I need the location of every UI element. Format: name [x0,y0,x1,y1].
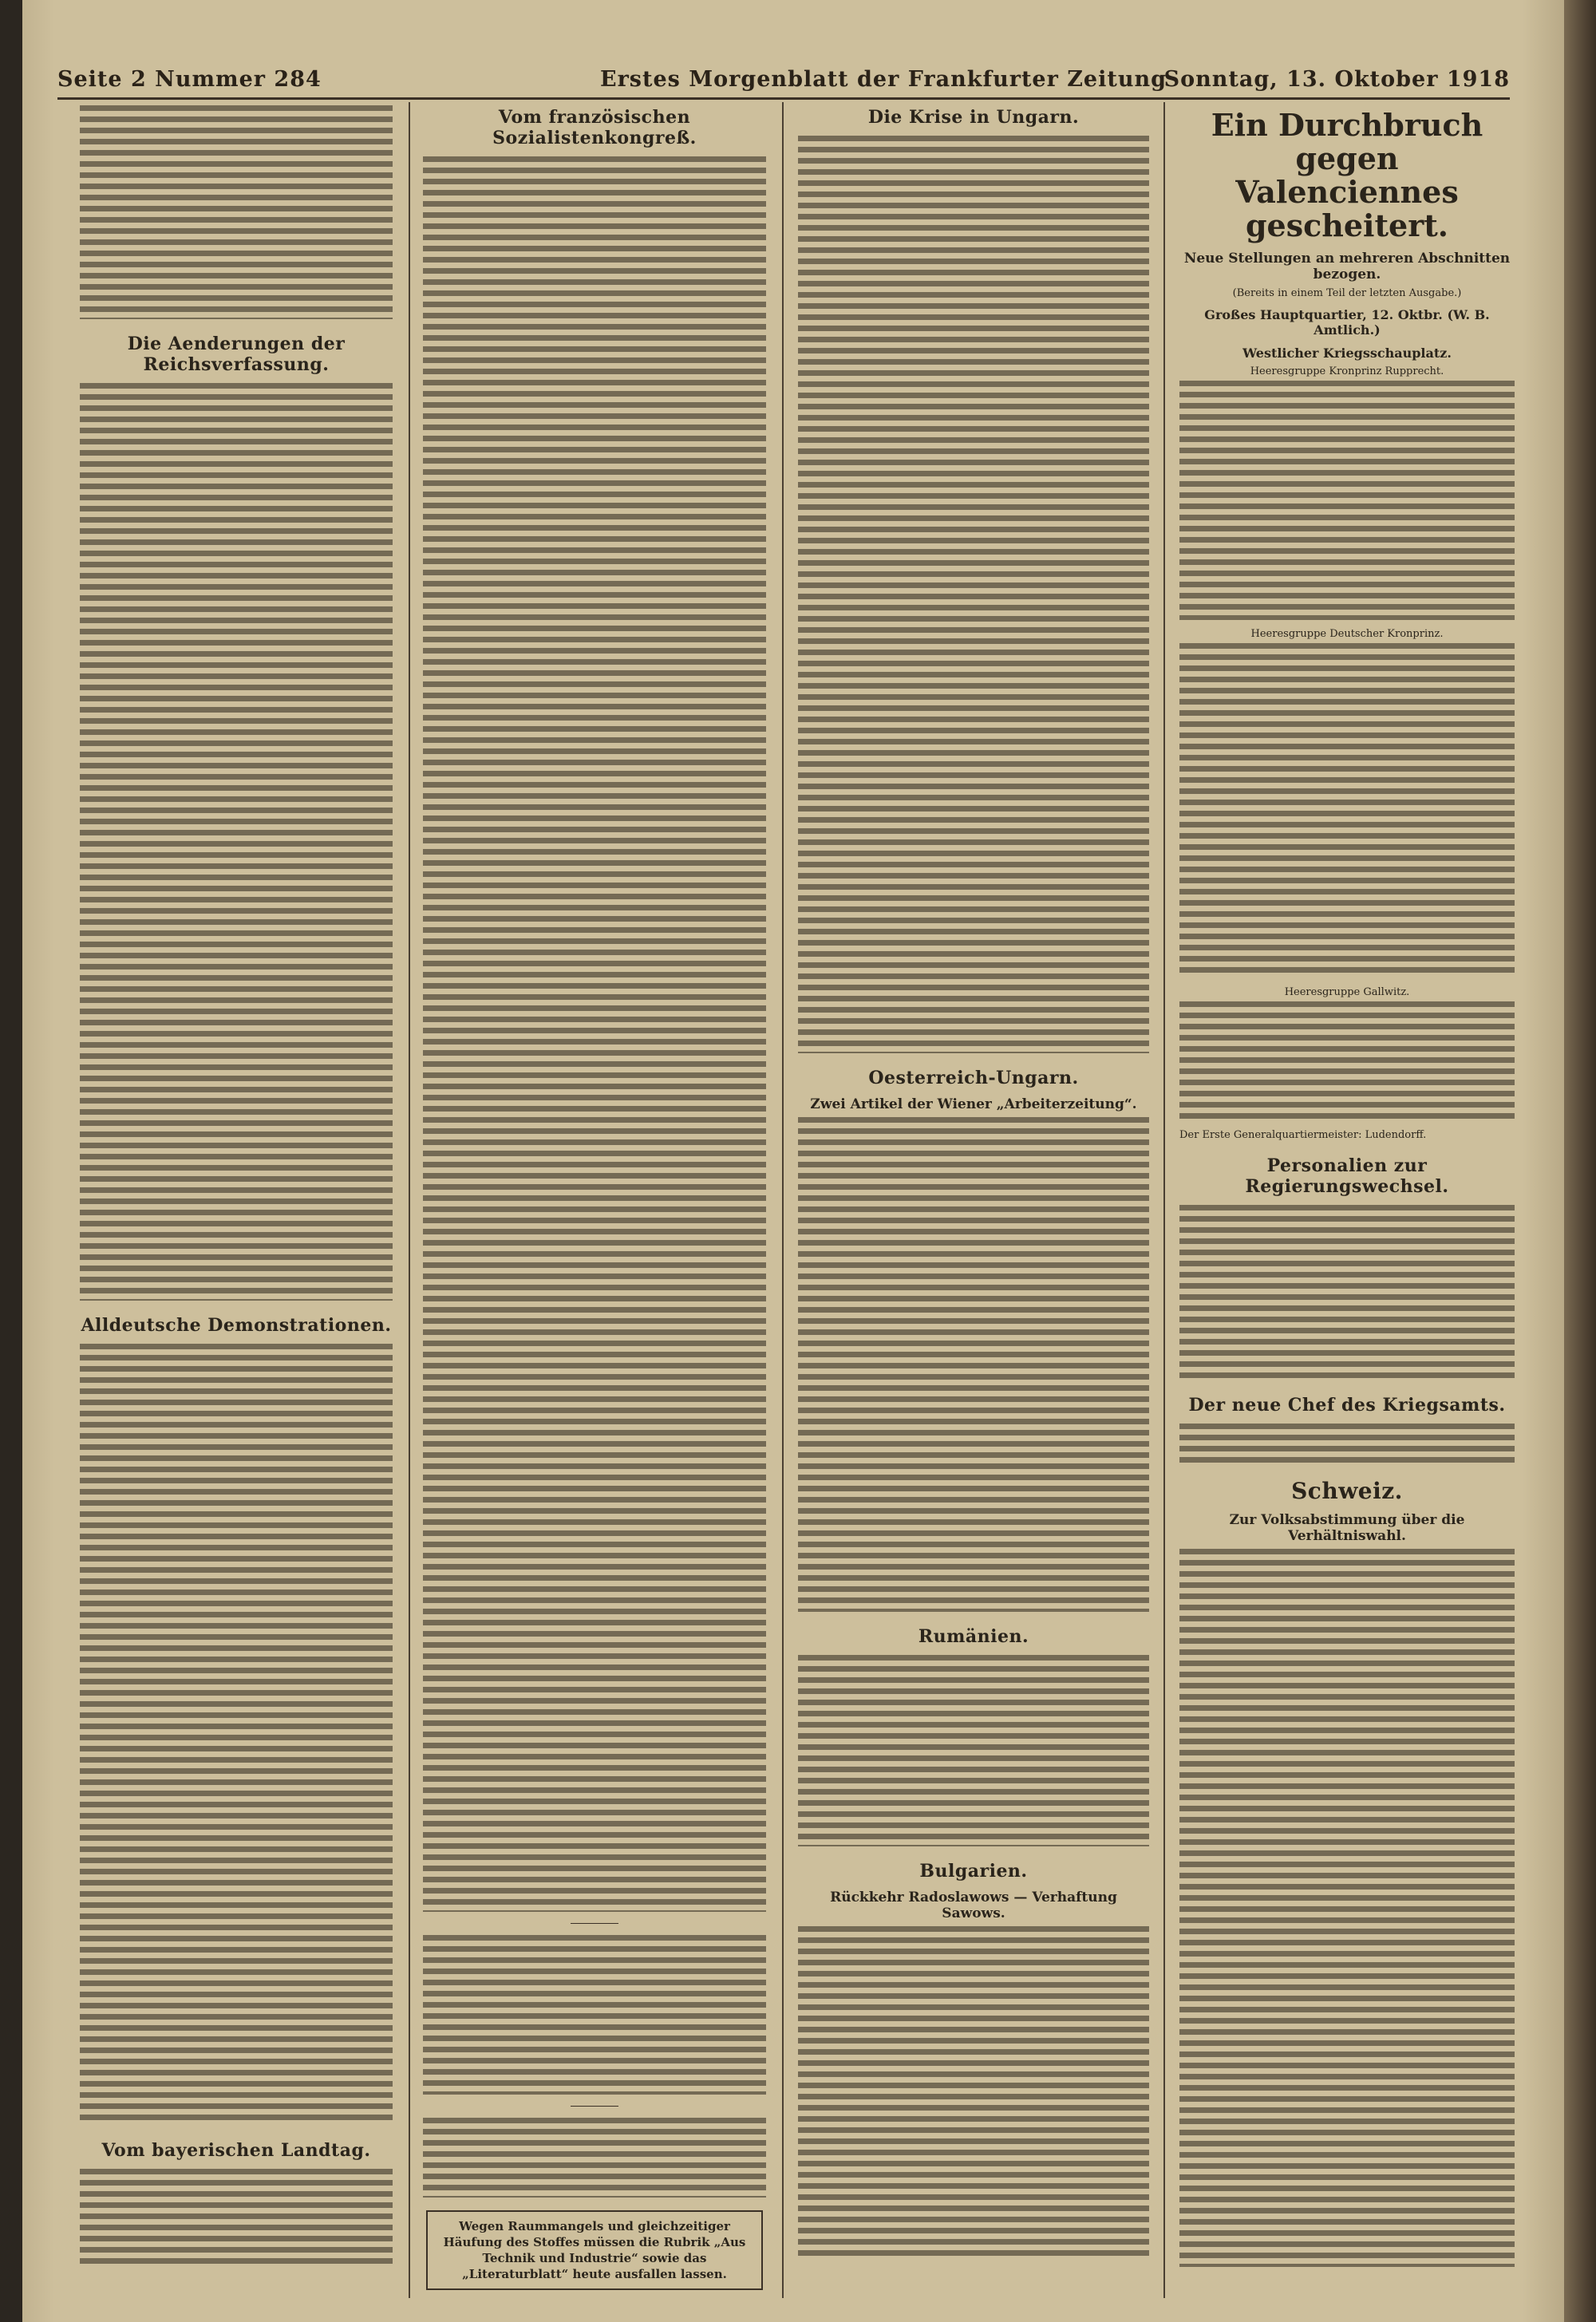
section-title: Die Krise in Ungarn. [867,107,1080,128]
article-text [423,2118,766,2198]
article-text [798,136,1149,1053]
signature: Der Erste Generalquartiermeister: Ludendorff. [1179,1129,1427,1141]
article-text [1179,381,1515,620]
article-text [80,383,393,1301]
section-title: Bulgarien. [919,1861,1028,1882]
issue-date: Sonntag, 13. Oktober 1918 [1163,67,1510,92]
editorial-notice: Wegen Raummangels und gleichzeitiger Häufung des Stoffes müssen die Rubrik „Aus Technik und Industrie“ sowie das „Literaturblatt“ heute ausfallen lassen. [426,2210,763,2290]
section-title: Oesterreich-Ungarn. [868,1068,1079,1088]
article-text [423,1935,766,2095]
column-rule [409,102,410,2298]
section-title: Schweiz. [1291,1478,1403,1504]
army-group: Heeresgruppe Deutscher Kronprinz. [1250,628,1444,640]
article-text [80,1344,393,2126]
article-text [1179,1424,1515,1463]
article-text [1179,643,1515,978]
article-text [1179,1205,1515,1380]
edition-note: (Bereits in einem Teil der letzten Ausgabe.) [1232,287,1462,299]
section-title: Personalien zur Regierungswechsel. [1245,1155,1449,1197]
article-text [798,1926,1149,2261]
section-title: Der neue Chef des Kriegsamts. [1188,1395,1506,1416]
army-group: Heeresgruppe Kronprinz Rupprecht. [1250,365,1444,377]
masthead: Erstes Morgenblatt der Frankfurter Zeitung [600,67,1167,92]
column-4 [1179,102,1515,2301]
section-title: Vom bayerischen Landtag. [101,2140,371,2161]
page-number: Seite 2 Nummer 284 [57,67,322,92]
article-text [1179,1549,1515,2267]
article-text [423,156,766,1912]
section-title: Rumänien. [918,1626,1029,1647]
article-text [1179,1001,1515,1121]
subheading: Rückkehr Radoslawows — Verhaftung Sawows. [830,1890,1117,1921]
article-text [80,2169,393,2265]
subheading: Zur Volksabstimmung über die Verhältniswahl. [1229,1512,1465,1544]
page-header [57,65,1510,100]
page-edge [1564,0,1596,2322]
column-1 [80,102,393,2301]
subheading: Zwei Artikel der Wiener „Arbeiterzeitung“. [810,1096,1137,1112]
divider [571,2106,618,2107]
column-2 [423,102,766,2301]
column-rule [1163,102,1165,2298]
section-title: Alldeutsche Demonstrationen. [81,1315,392,1336]
headline: Ein Durchbruch gegen Valenciennes gescheitert. [1211,107,1483,243]
article-text [80,105,393,319]
article-text [798,1117,1149,1612]
article-text [798,1655,1149,1846]
section-title: Vom französischen Sozialistenkongreß. [492,107,697,148]
section-title: Die Aenderungen der Reichsverfassung. [127,334,346,375]
army-group: Heeresgruppe Gallwitz. [1284,986,1410,998]
subheadline: Neue Stellungen an mehreren Abschnitten bezogen. [1183,251,1511,282]
column-3 [798,102,1149,2301]
dateline: Großes Hauptquartier, 12. Oktbr. (W. B. Amtlich.) [1204,307,1490,338]
divider [571,1923,618,1924]
column-rule [782,102,784,2298]
theatre-heading: Westlicher Kriegsschauplatz. [1242,346,1452,361]
